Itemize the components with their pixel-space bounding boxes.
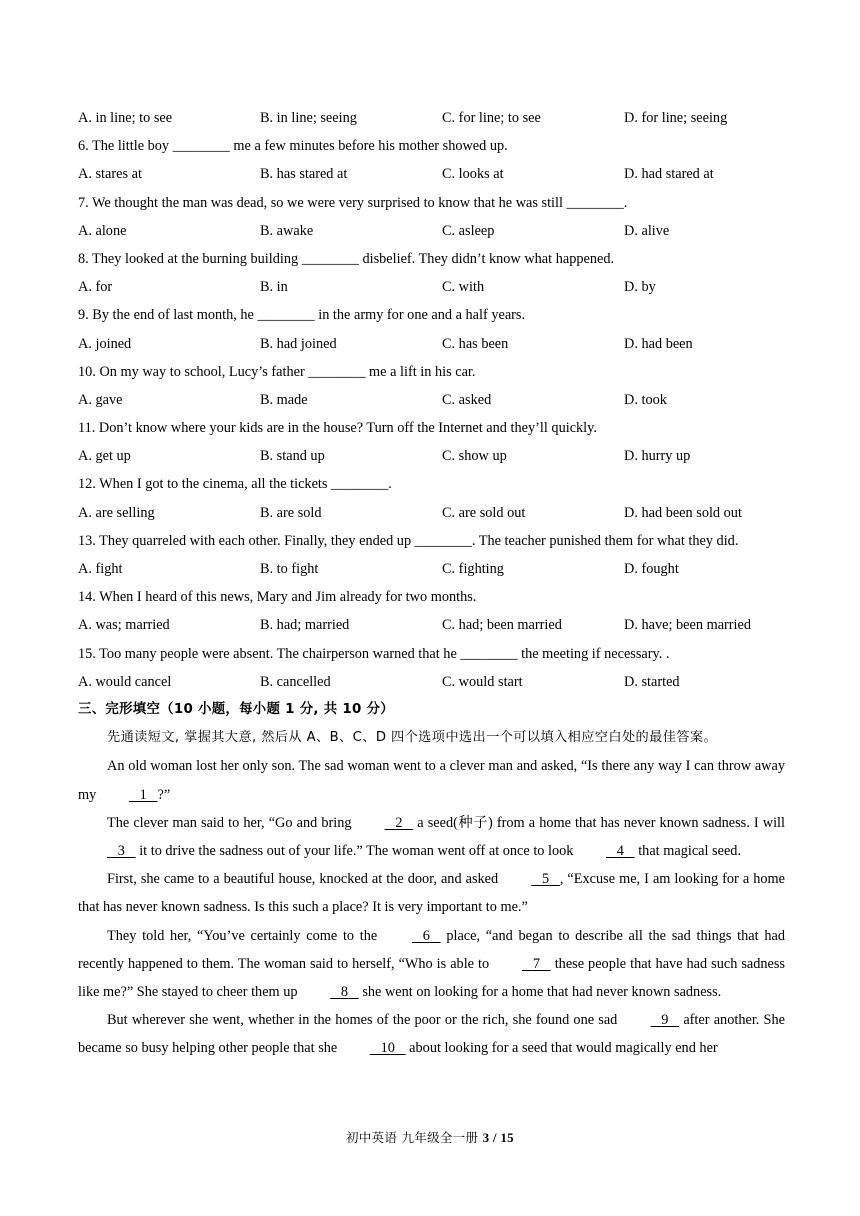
- option-c: C. are sold out: [442, 504, 526, 521]
- passage-text: First, she came to a beautiful house, knocked at the door, and asked: [107, 871, 503, 888]
- option-a: A. fight: [78, 561, 123, 577]
- option-b: B. to fight: [260, 561, 319, 577]
- option-c: C. for line; to see: [442, 110, 541, 126]
- answer-blank: 1: [139, 786, 147, 803]
- option-c: C. with: [442, 279, 485, 296]
- passage-paragraph-5: [78, 1006, 785, 1062]
- question-stem: 13. They quarreled with each other. Finally, they ended up ________. The teacher punished them for what they did.: [78, 532, 739, 549]
- answer-blank: 5: [541, 871, 550, 888]
- option-a: A. stares at: [78, 166, 142, 183]
- passage-text: about looking for a seed that would magically end her: [405, 1040, 718, 1057]
- option-d: D. alive: [624, 222, 670, 239]
- passage-text: these people that have had such sadness like me?” She stayed to cheer them up: [78, 955, 785, 1000]
- section-heading: 三、完形填空（10 小题，每小题 1 分, 共 10 分）: [78, 701, 394, 717]
- passage-paragraph-2: [78, 809, 785, 865]
- option-a: A. for: [78, 279, 113, 296]
- passage-text: a seed(种子) from a home that has never known sadness. I will: [413, 814, 785, 831]
- question-stem: 14. When I heard of this news, Mary and Jim already for two months.: [78, 589, 477, 606]
- option-c: C. looks at: [442, 166, 504, 183]
- option-d: D. fought: [624, 561, 679, 577]
- answer-blank: 10: [380, 1040, 395, 1057]
- option-d: D. had been sold out: [624, 504, 742, 521]
- option-d: D. had been: [624, 335, 693, 352]
- passage-text: she went on looking for a home that had never known sadness.: [358, 983, 722, 1000]
- page-footer: [0, 1128, 860, 1146]
- passage-text: place, “and began to describe all the sad things that had recently happened to them. The woman said to herself, “Who is able to: [78, 927, 785, 972]
- option-d: D. started: [624, 673, 680, 690]
- options-row: [78, 160, 785, 188]
- options-row: [78, 555, 785, 583]
- option-d: D. hurry up: [624, 448, 691, 465]
- option-a: A. in line; to see: [78, 110, 173, 126]
- passage-text: They told her, “You’ve certainly come to the: [107, 927, 383, 944]
- option-b: B. made: [260, 391, 308, 408]
- option-c: C. had; been married: [442, 617, 562, 634]
- options-row: [78, 611, 785, 639]
- option-d: D. had stared at: [624, 166, 714, 183]
- option-a: A. would cancel: [78, 673, 172, 690]
- option-b: B. cancelled: [260, 673, 331, 690]
- passage-text: it to drive the sadness out of your life.” The woman went off at once to look: [135, 842, 578, 859]
- options-row: [78, 499, 785, 527]
- option-b: B. are sold: [260, 504, 322, 521]
- options-row: [78, 386, 785, 414]
- question-stem: 9. By the end of last month, he ________ in the army for one and a half years.: [78, 307, 526, 324]
- footer-course: 初中英语 九年级全一册: [346, 1130, 483, 1145]
- options-row: [78, 330, 785, 358]
- question-stem: 7. We thought the man was dead, so we were very surprised to know that he was still ________.: [78, 194, 628, 211]
- question-stem: 8. They looked at the burning building ________ disbelief. They didn’t know what happened.: [78, 250, 615, 267]
- answer-blank: 7: [532, 955, 540, 972]
- option-b: B. stand up: [260, 448, 325, 465]
- question-list: [78, 132, 785, 696]
- option-a: A. alone: [78, 222, 127, 239]
- option-b: B. has stared at: [260, 166, 348, 183]
- option-a: A. gave: [78, 391, 123, 408]
- options-row: [78, 217, 785, 245]
- answer-blank: 4: [616, 842, 624, 859]
- document-page: [78, 104, 785, 1063]
- option-d: D. have; been married: [624, 617, 752, 634]
- page-number: 3 / 15: [482, 1130, 514, 1145]
- options-row: [78, 273, 785, 301]
- option-a: A. joined: [78, 335, 132, 352]
- option-c: C. show up: [442, 448, 507, 465]
- answer-blank: 9: [661, 1012, 669, 1029]
- option-c: C. fighting: [442, 561, 504, 577]
- option-b: B. in: [260, 279, 288, 296]
- answer-blank: 3: [117, 842, 125, 859]
- passage-text: The clever man said to her, “Go and bring: [107, 814, 356, 831]
- option-d: D. took: [624, 391, 667, 408]
- option-a: A. get up: [78, 448, 131, 465]
- question-stem: 11. Don’t know where your kids are in the house? Turn off the Internet and they’ll quickly.: [78, 420, 597, 437]
- question-stem: 15. Too many people were absent. The chairperson warned that he ________ the meeting if necessary. .: [78, 645, 670, 662]
- question-stem: 10. On my way to school, Lucy’s father ________ me a lift in his car.: [78, 363, 476, 380]
- passage-paragraph-4: [78, 922, 785, 1007]
- question-stem: 6. The little boy ________ me a few minutes before his mother showed up.: [78, 138, 508, 155]
- options-row: [78, 668, 785, 696]
- option-b: B. had joined: [260, 335, 337, 352]
- passage-text: , “Excuse me, I am looking for a home that has never known sadness. Is this such a place? It is very important to me.”: [78, 871, 785, 916]
- passage-paragraph-3: [78, 865, 785, 921]
- option-c: C. has been: [442, 335, 509, 352]
- passage-text: ?”: [157, 786, 171, 803]
- passage-text: But wherever she went, whether in the homes of the poor or the rich, she found one sad: [107, 1012, 622, 1029]
- option-c: C. would start: [442, 673, 523, 690]
- passage-text: An old woman lost her only son. The sad woman went to a clever man and asked, “Is there any way I can throw away my: [78, 758, 785, 803]
- section-instruction: 先通读短文, 掌握其大意, 然后从 A、B、C、D 四个选项中选出一个可以填入相应空白处的最佳答案。: [107, 730, 718, 746]
- options-row: [78, 442, 785, 470]
- passage-paragraph-1: [78, 752, 785, 808]
- option-b: B. had; married: [260, 617, 350, 634]
- options-row-q5: [78, 104, 785, 132]
- answer-blank: 8: [340, 983, 349, 1000]
- option-b: B. awake: [260, 222, 314, 239]
- option-d: D. for line; seeing: [624, 110, 728, 126]
- answer-blank: 6: [422, 927, 430, 944]
- option-c: C. asked: [442, 391, 492, 408]
- passage-text: that magical seed.: [634, 842, 742, 859]
- option-a: A. was; married: [78, 617, 170, 634]
- option-c: C. asleep: [442, 222, 495, 239]
- passage-text: after another. She became so busy helping other people that she: [78, 1012, 785, 1057]
- option-d: D. by: [624, 279, 656, 296]
- answer-blank: 2: [395, 814, 403, 831]
- option-b: B. in line; seeing: [260, 110, 357, 126]
- option-a: A. are selling: [78, 504, 155, 521]
- question-stem: 12. When I got to the cinema, all the tickets ________.: [78, 476, 392, 493]
